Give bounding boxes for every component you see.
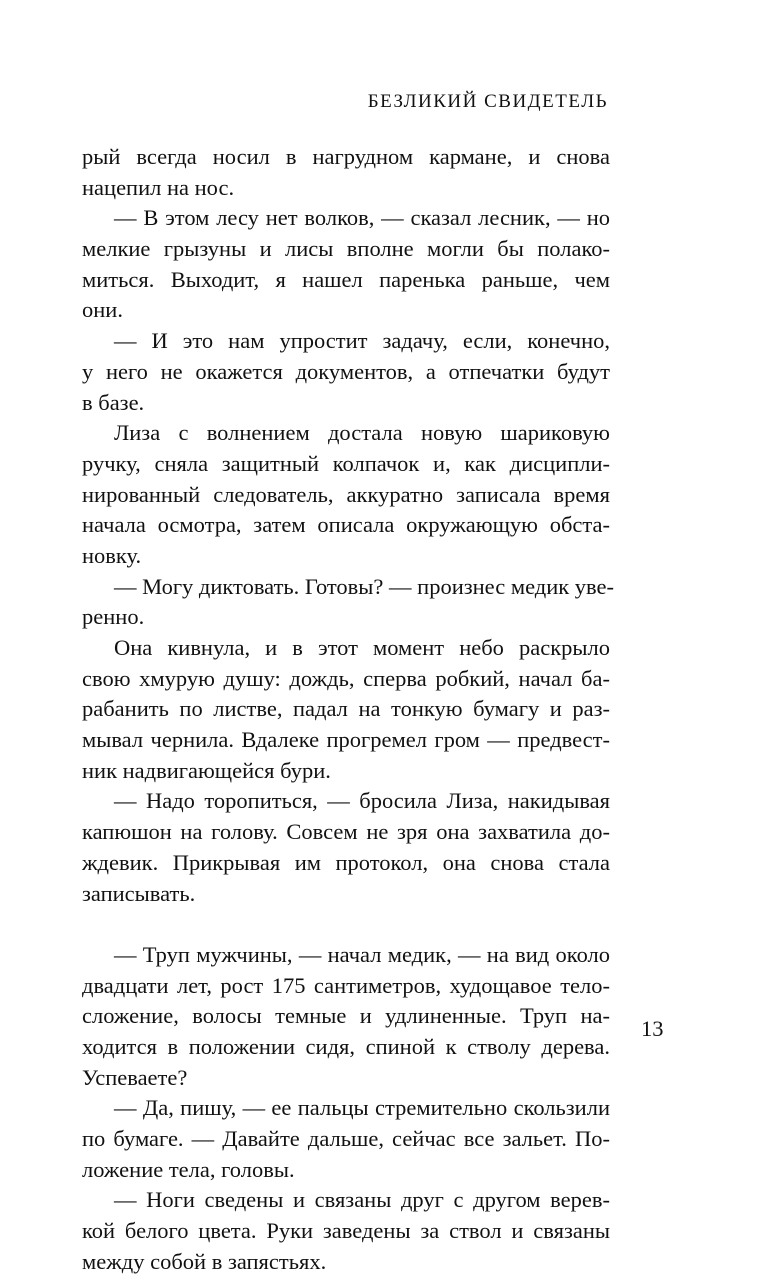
text-line: — Труп мужчины, — начал медик, — на вид около: [114, 941, 610, 967]
text-line: — И это нам упростит задачу, если, конечно,: [114, 328, 610, 354]
text-line: — В этом лесу нет волков, — сказал лесник, — но: [114, 205, 610, 231]
text-line: в базе.: [82, 389, 145, 415]
text-line: ждевик. Прикрывая им протокол, она снова стала: [82, 849, 610, 875]
text-line: они.: [82, 297, 123, 323]
text-line: между собой в запястьях.: [82, 1248, 327, 1274]
text-line: свою хмурую душу: дождь, сперва робкий, начал ба-: [82, 665, 610, 691]
text-line: мывал чернила. Вдалеке прогремел гром — предвест-: [82, 727, 610, 753]
text-line: ренно.: [82, 604, 145, 630]
page-number: 13: [641, 1016, 664, 1041]
text-line: рый всегда носил в нагрудном кармане, и снова: [82, 144, 610, 169]
text-line: — Могу диктовать. Готовы? — произнес медик уве-: [114, 573, 615, 599]
text-line: ходится в положении сидя, спиной к стволу дерева.: [82, 1033, 610, 1059]
text-line: двадцати лет, рост 175 сантиметров, худощавое тело-: [82, 972, 610, 998]
text-line: миться. Выходит, я нашел паренька раньше, чем: [82, 266, 610, 292]
text-line: капюшон на голову. Совсем не зря она захватила до-: [82, 819, 610, 845]
text-line: рабанить по листве, падал на тонкую бумагу и раз-: [82, 696, 610, 722]
text-line: Успеваете?: [82, 1064, 188, 1090]
text-line: Лиза с волнением достала новую шариковую: [114, 420, 610, 446]
text-line: у него не окажется документов, а отпечатки будут: [82, 358, 610, 384]
text-line: ложение тела, головы.: [82, 1156, 295, 1182]
text-line: ручку, сняла защитный колпачок и, как дисципли-: [82, 450, 610, 476]
text-line: новку.: [82, 542, 142, 568]
body-text: [82, 142, 615, 1277]
text-line: кой белого цвета. Руки заведены за ствол и связаны: [82, 1218, 610, 1244]
text-line: записывать.: [82, 880, 196, 906]
text-line: — Да, пишу, — ее пальцы стремительно скользили: [114, 1095, 610, 1121]
text-line: — Надо торопиться, — бросила Лиза, накидывая: [114, 788, 610, 814]
text-line: нацепил на нос.: [82, 174, 235, 200]
text-line: нированный следователь, аккуратно записала время: [82, 481, 610, 507]
text-line: Она кивнула, и в этот момент небо раскрыло: [114, 635, 610, 660]
running-head-title: БЕЗЛИКИЙ СВИДЕТЕЛЬ: [367, 91, 608, 112]
text-line: ник надвигающейся бури.: [82, 757, 331, 783]
paragraph-gap: [82, 909, 610, 940]
text-line: по бумаге. — Давайте дальше, сейчас все зальет. По-: [82, 1126, 610, 1151]
text-line: начала осмотра, затем описала окружающую обста-: [82, 512, 610, 538]
text-line: мелкие грызуны и лисы вполне могли бы полако-: [82, 236, 610, 262]
text-line: — Ноги сведены и связаны друг с другом верев-: [114, 1187, 610, 1213]
text-line: сложение, волосы темные и удлиненные. Труп на-: [82, 1003, 610, 1029]
